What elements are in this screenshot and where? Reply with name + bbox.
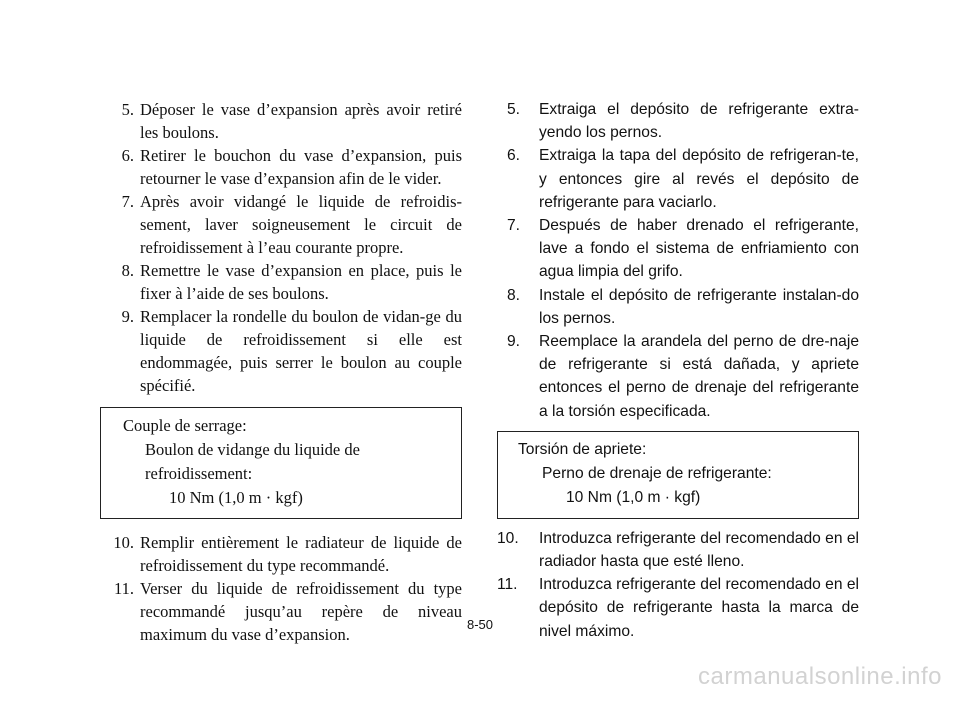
step-text: Reemplace la arandela del perno de dre-naje de refrigerante si está dañada, y apriete entonces el perno de drenaje del refrigerante a la torsión especificada. <box>539 333 859 420</box>
step-item <box>497 214 859 284</box>
step-item <box>100 577 462 646</box>
step-number: 11. <box>113 579 134 598</box>
step-item <box>100 144 462 190</box>
step-item <box>497 330 859 423</box>
step-text: Remplacer la rondelle du boulon de vidan-ge du liquide de refroidissement si elle est endommagée, puis serrer le boulon au couple spécifié. <box>140 307 462 395</box>
step-number: 6. <box>121 146 134 165</box>
spec-item-line: Perno de drenaje de refrigerante: <box>542 464 772 482</box>
step-text: Después de haber drenado el refrigerante, lave a fondo el sistema de enfriamiento con agua limpia del grifo. <box>539 217 859 281</box>
step-item <box>497 527 859 573</box>
step-number: 11. <box>497 576 518 594</box>
step-text: Après avoir vidangé le liquide de refroidis-sement, laver soigneusement le circuit de refroidissement à l’eau courante propre. <box>140 192 462 257</box>
step-item <box>497 573 859 643</box>
step-number: 6. <box>507 147 521 165</box>
step-text: Retirer le bouchon du vase d’expansion, puis retourner le vase d’expansion afin de le vider. <box>140 146 462 188</box>
spanish-column <box>497 98 859 643</box>
step-item <box>100 190 462 259</box>
step-number: 9. <box>121 307 134 326</box>
step-number: 5. <box>507 101 521 118</box>
step-text: Extraiga el depósito de refrigerante extra-yendo los pernos. <box>539 101 859 142</box>
spec-title: Torsión de apriete: <box>518 440 647 458</box>
french-column <box>100 98 462 646</box>
spec-value: 10 Nm (1,0 m · kgf) <box>566 488 701 506</box>
spec-title: Couple de serrage: <box>123 416 247 435</box>
step-number: 10. <box>497 529 519 547</box>
spec-item-line: refroidissement: <box>145 464 253 483</box>
french-torque-spec-box <box>100 407 462 519</box>
step-text: Remplir entièrement le radiateur de liquide de refroidissement du type recommandé. <box>140 533 462 575</box>
step-item <box>100 259 462 305</box>
step-text: Instale el depósito de refrigerante instalan-do los pernos. <box>539 286 859 327</box>
step-number: 7. <box>507 217 521 235</box>
french-steps-list <box>100 98 462 397</box>
step-number: 10. <box>113 533 134 552</box>
step-item <box>497 284 859 330</box>
watermark: carmanualsonline.info <box>698 663 942 690</box>
step-text: Introduzca refrigerante del recomendado en el radiador hasta que esté lleno. <box>539 529 859 571</box>
spanish-steps-list <box>497 98 859 423</box>
step-number: 8. <box>507 286 521 304</box>
spec-value: 10 Nm (1,0 m · kgf) <box>169 488 303 507</box>
step-text: Extraiga la tapa del depósito de refrigeran-te, y entonces gire al revés el depósito de refrigerante para vaciarlo. <box>539 147 859 211</box>
step-text: Introduzca refrigerante del recomendado en el depósito de refrigerante hasta la marca de nivel máximo. <box>539 576 859 640</box>
step-item <box>497 144 859 214</box>
step-number: 5. <box>121 100 134 119</box>
step-number: 9. <box>507 333 521 351</box>
step-text: Verser du liquide de refroidissement du type recommandé jusqu’au repère de niveau maximum du vase d’expansion. <box>140 579 462 644</box>
step-number: 7. <box>121 192 134 211</box>
step-item <box>100 98 462 144</box>
page-number: 8-50 <box>466 617 494 632</box>
step-item <box>100 531 462 577</box>
step-item <box>497 98 859 144</box>
step-text: Déposer le vase d’expansion après avoir retiré les boulons. <box>140 100 462 142</box>
step-number: 8. <box>121 261 134 280</box>
step-text: Remettre le vase d’expansion en place, puis le fixer à l’aide de ses boulons. <box>140 261 462 303</box>
spec-item-line: Boulon de vidange du liquide de <box>145 440 360 459</box>
step-item <box>100 305 462 397</box>
spanish-torque-spec-box <box>497 431 859 519</box>
